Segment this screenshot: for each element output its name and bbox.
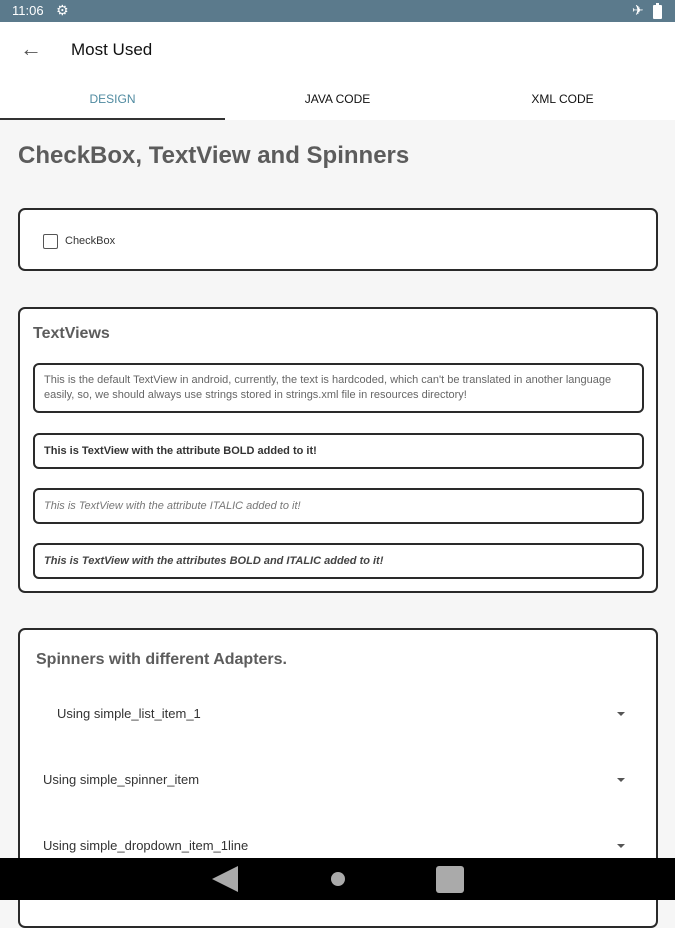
- spinner-simple-spinner-item[interactable]: [20, 763, 656, 797]
- spinner-value: Using simple_spinner_item: [43, 772, 200, 787]
- tab-xml-code[interactable]: XML CODE: [531, 92, 594, 106]
- airplane-icon: ✈: [632, 2, 644, 18]
- app-bar: [0, 22, 675, 78]
- status-bar: [0, 0, 675, 22]
- tab-design[interactable]: DESIGN: [89, 92, 136, 106]
- textviews-card: [18, 307, 658, 593]
- dropdown-arrow-icon: [617, 712, 625, 716]
- back-icon[interactable]: [212, 866, 238, 892]
- status-time: 11:06: [12, 3, 44, 18]
- page-title: CheckBox, TextView and Spinners: [18, 142, 410, 169]
- gear-icon: ⚙: [56, 2, 69, 18]
- textview-italic: This is TextView with the attribute ITALIC added to it!: [33, 488, 644, 524]
- spinner-value: Using simple_list_item_1: [57, 706, 201, 721]
- home-icon[interactable]: [331, 872, 345, 886]
- spinners-heading: Spinners with different Adapters.: [36, 651, 287, 668]
- dropdown-arrow-icon: [617, 844, 625, 848]
- spinner-simple-list-item[interactable]: [20, 697, 656, 731]
- textview-bold-italic: This is TextView with the attributes BOLD and ITALIC added to it!: [33, 543, 644, 579]
- app-title: Most Used: [71, 40, 153, 59]
- textview-default: This is the default TextView in android, currently, the text is hardcoded, which can't be translated in another language easily, so, we should always use strings stored in strings.xml file in resources directory!: [33, 363, 644, 413]
- tab-bar: [0, 78, 675, 120]
- recents-icon[interactable]: [436, 866, 464, 893]
- spinner-value: Using simple_dropdown_item_1line: [43, 838, 249, 853]
- tab-java-code[interactable]: JAVA CODE: [304, 92, 371, 106]
- navigation-bar: [0, 858, 675, 900]
- textview-bold: This is TextView with the attribute BOLD added to it!: [33, 433, 644, 469]
- textviews-heading: TextViews: [33, 325, 110, 342]
- checkbox-label[interactable]: CheckBox: [65, 235, 116, 247]
- dropdown-arrow-icon: [617, 778, 625, 782]
- arrow-back-icon[interactable]: ←: [20, 36, 42, 61]
- checkbox-card: [18, 208, 658, 271]
- battery-icon: [653, 5, 662, 19]
- checkbox[interactable]: [43, 234, 58, 249]
- tab-indicator: [0, 118, 225, 120]
